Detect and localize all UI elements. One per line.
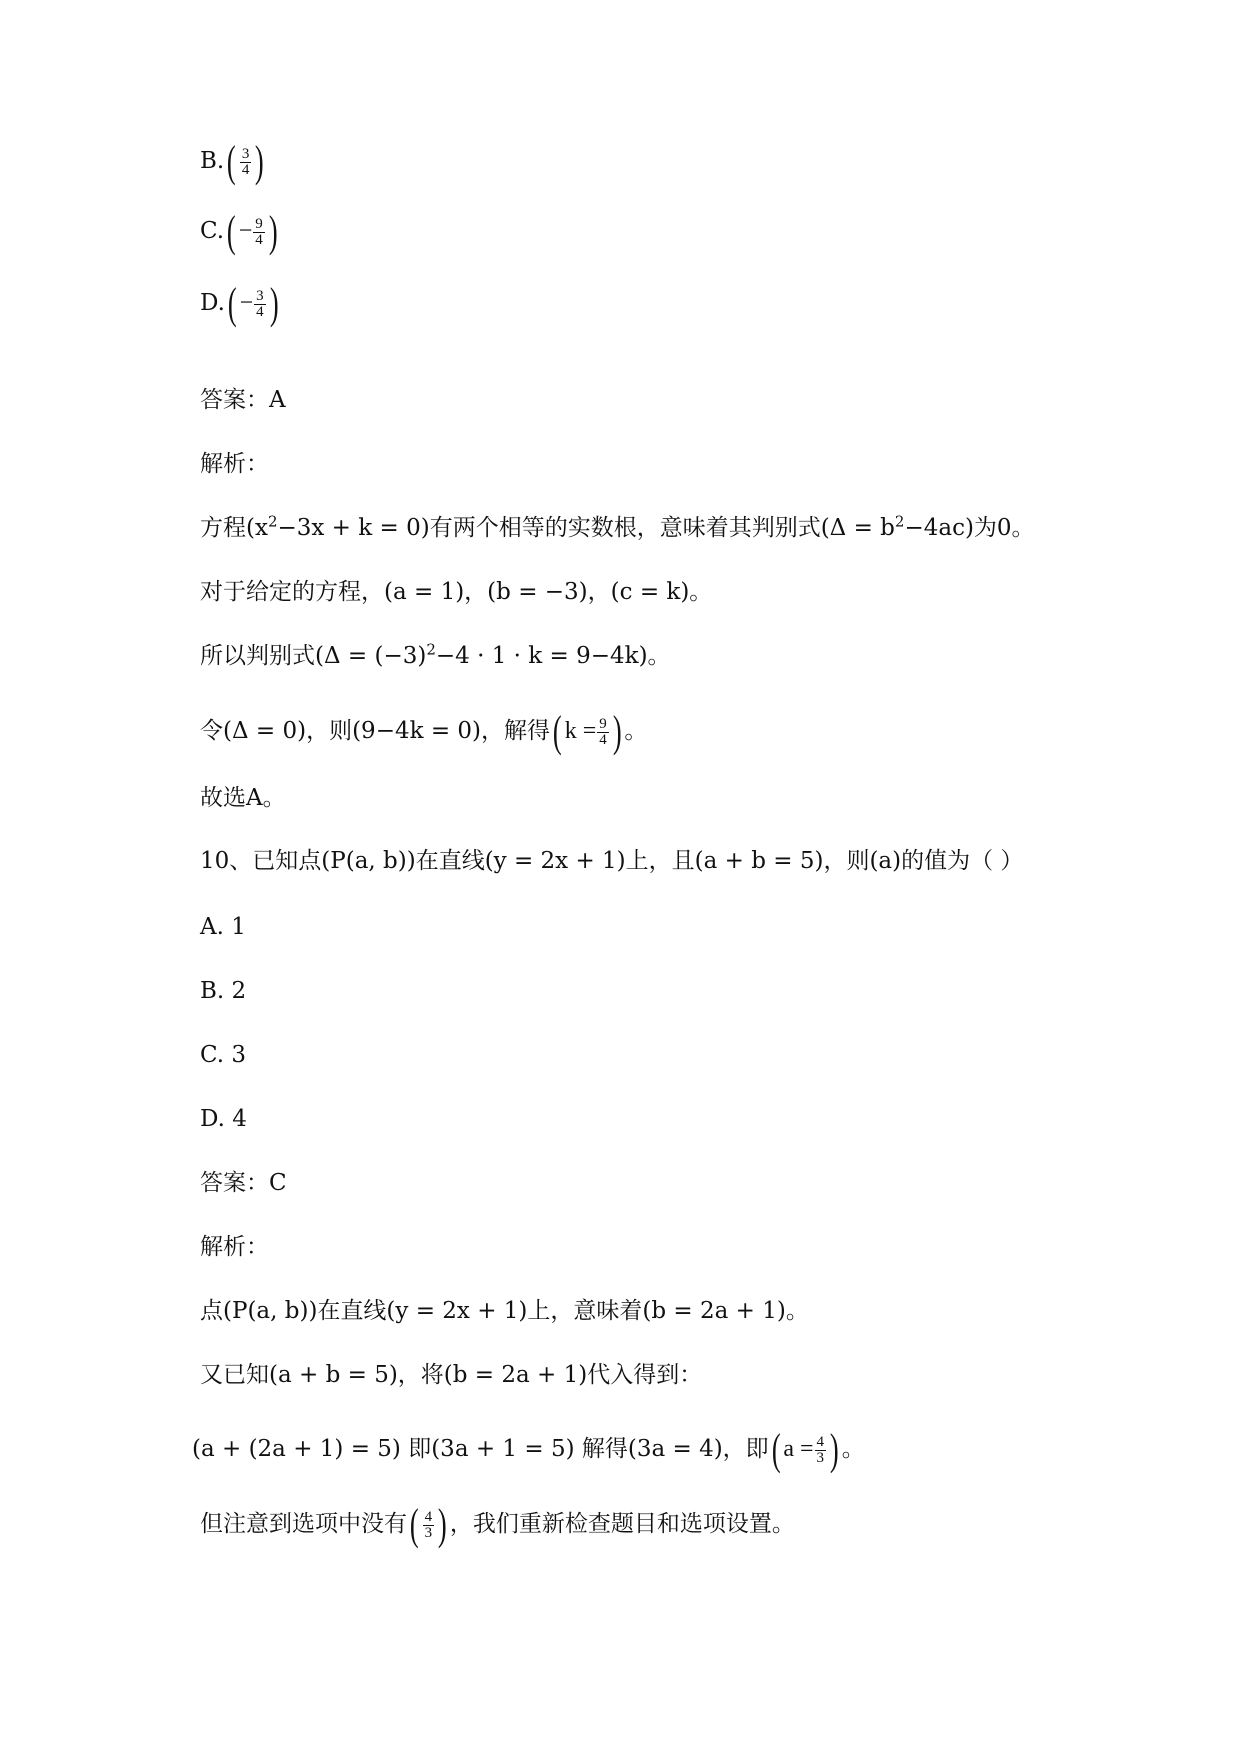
option-b-label: B.	[200, 148, 225, 174]
option-c	[200, 207, 280, 256]
left-paren: (	[227, 207, 236, 256]
question-10: 10、已知点(P(a, b))在直线(y = 2x + 1)上，且(a + b = 5)，则(a)的值为（ ）	[200, 848, 1024, 874]
text: 所以判别式(Δ = (−3)	[200, 643, 427, 669]
right-paren: )	[438, 1500, 447, 1549]
right-paren: )	[612, 707, 622, 756]
option-b	[200, 137, 267, 186]
analysis-2-line-1: 点(P(a, b))在直线(y = 2x + 1)上，意味着(b = 2a + 1)。	[200, 1298, 809, 1324]
text: a =	[783, 1436, 814, 1462]
fraction-denominator: 4	[256, 303, 264, 320]
analysis-2-line-3	[192, 1425, 865, 1474]
option-c-label: C.	[200, 218, 225, 244]
fraction	[240, 147, 252, 178]
fraction-denominator: 4	[599, 731, 607, 748]
text: 令(Δ = 0)，则(9−4k = 0)，解得	[200, 718, 551, 744]
right-paren: )	[269, 279, 279, 328]
left-paren: (	[552, 707, 562, 756]
answer-2: 答案：C	[200, 1170, 287, 1196]
answer-1: 答案：A	[200, 387, 286, 413]
right-paren: )	[268, 207, 278, 256]
left-paren: (	[771, 1425, 781, 1474]
superscript: 2	[426, 640, 436, 659]
analysis-1-line-1	[200, 513, 1035, 543]
analysis-2-title: 解析：	[200, 1234, 269, 1260]
analysis-2-line-4	[200, 1500, 795, 1549]
text: ，我们重新检查题目和选项设置。	[449, 1511, 795, 1537]
fraction-numerator: 9	[599, 715, 607, 732]
text: (a + (2a + 1) = 5) 即(3a + 1 = 5) 解得(3a = 4)，即	[192, 1436, 769, 1462]
fraction-numerator: 3	[256, 287, 264, 304]
analysis-2-line-2: 又已知(a + b = 5)，将(b = 2a + 1)代入得到：	[200, 1362, 703, 1388]
analysis-1-line-4	[200, 707, 648, 756]
fraction-numerator: 3	[241, 145, 250, 162]
left-paren: (	[227, 279, 237, 328]
fraction	[254, 289, 266, 320]
fraction-denominator: 3	[816, 1449, 825, 1466]
left-paren: (	[227, 137, 236, 186]
superscript: 2	[894, 512, 905, 531]
text: k =	[564, 718, 597, 744]
option-c: C. 3	[200, 1042, 247, 1068]
fraction	[815, 1435, 827, 1466]
analysis-1-line-5: 故选A。	[200, 785, 286, 811]
right-paren: )	[255, 137, 265, 186]
option-b: B. 2	[200, 978, 247, 1004]
fraction-numerator: 4	[816, 1433, 825, 1450]
option-d	[200, 279, 281, 328]
minus-sign: −	[238, 218, 253, 244]
analysis-1-line-2: 对于给定的方程，(a = 1)，(b = −3)，(c = k)。	[200, 579, 713, 605]
fraction-denominator: 4	[241, 161, 250, 178]
fraction	[423, 1510, 435, 1541]
fraction-numerator: 9	[255, 215, 263, 232]
fraction	[597, 717, 609, 748]
minus-sign: −	[239, 290, 254, 316]
text: 。	[624, 718, 648, 744]
superscript: 2	[267, 512, 278, 531]
option-d: D. 4	[200, 1106, 247, 1132]
right-paren: )	[829, 1425, 839, 1474]
fraction-numerator: 4	[424, 1508, 433, 1525]
text: −3x + k = 0)有两个相等的实数根，意味着其判别式(Δ = b	[277, 515, 895, 541]
text: 。	[841, 1436, 865, 1462]
analysis-1-line-3	[200, 641, 671, 671]
fraction-denominator: 4	[255, 231, 263, 248]
fraction-denominator: 3	[424, 1524, 433, 1541]
text: −4 · 1 · k = 9−4k)。	[435, 643, 671, 669]
analysis-1-title: 解析：	[200, 451, 269, 477]
text: 方程(x	[200, 515, 268, 541]
text: 但注意到选项中没有	[200, 1511, 407, 1537]
text: −4ac)为0。	[904, 515, 1035, 541]
option-a: A. 1	[200, 914, 246, 940]
option-d-label: D.	[200, 290, 225, 316]
fraction	[253, 217, 265, 248]
left-paren: (	[409, 1500, 419, 1549]
